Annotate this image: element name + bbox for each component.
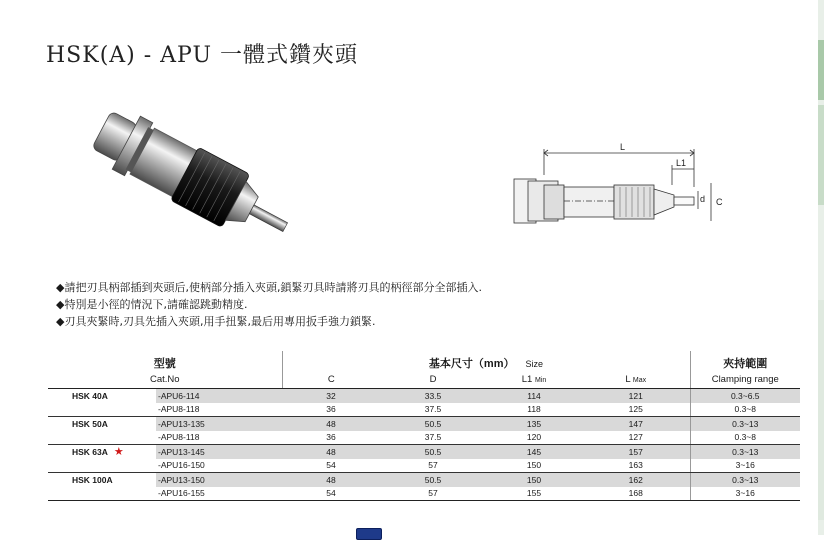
header-range-zh: 夾持範圍	[723, 358, 768, 370]
table-row: HSK 63A ★ -APU13-145 48 50.5 145 157 0.3~13	[48, 445, 800, 459]
header-range-en: Clamping range	[690, 371, 800, 389]
table-row: -APU16-150 54 57 150 163 3~16	[48, 459, 800, 473]
table-row: -APU16-155 54 57 155 168 3~16	[48, 487, 800, 501]
header-model-zh: 型號	[48, 351, 282, 371]
dim-label-L1: L1	[676, 158, 687, 168]
table-row: HSK 40A -APU6-114 32 33.5 114 121 0.3~6.5	[48, 389, 800, 403]
table-row: -APU8-118 36 37.5 118 125 0.3~8	[48, 403, 800, 417]
header-col-d: D	[380, 371, 486, 389]
table-row: HSK 100A -APU13-150 48 50.5 150 162 0.3~13	[48, 473, 800, 487]
brand-logo	[356, 528, 382, 540]
page-edge-bar	[818, 0, 824, 535]
spec-table	[48, 351, 800, 501]
header-col-c: C	[282, 371, 380, 389]
note-item: ◆特別是小徑的情況下,請確認跳動精度.	[56, 298, 248, 311]
note-item: ◆請把刃具柄部插到夾頭后,使柄部分插入夾頭,鎖緊刃具時請將刃具的柄徑部分全部插入.	[56, 281, 482, 294]
table-row: HSK 50A -APU13-135 48 50.5 135 147 0.3~13	[48, 417, 800, 431]
header-col-l1: L1 Min	[486, 371, 582, 389]
dim-label-d: d	[700, 194, 706, 204]
usage-notes	[56, 279, 482, 330]
note-item: ◆刃具夾緊時,刃具先插入夾頭,用手扭緊,最后用專用扳手強力鎖緊.	[56, 315, 376, 328]
header-dims	[282, 351, 690, 371]
header-dims-zh: 基本尺寸（mm）	[428, 358, 515, 370]
product-photo	[78, 100, 298, 265]
dim-label-L: L	[620, 142, 626, 152]
header-col-l: L Max	[582, 371, 690, 389]
header-model-en: Cat.No	[48, 371, 282, 389]
dim-label-C: C	[716, 197, 723, 207]
dimension-drawing	[506, 135, 736, 235]
page-title: HSK(A) - APU 一體式鑽夾頭	[46, 43, 359, 68]
table-row: -APU8-118 36 37.5 120 127 0.3~8	[48, 431, 800, 445]
header-dims-en: Size	[525, 359, 544, 369]
star-icon: ★	[113, 446, 124, 459]
